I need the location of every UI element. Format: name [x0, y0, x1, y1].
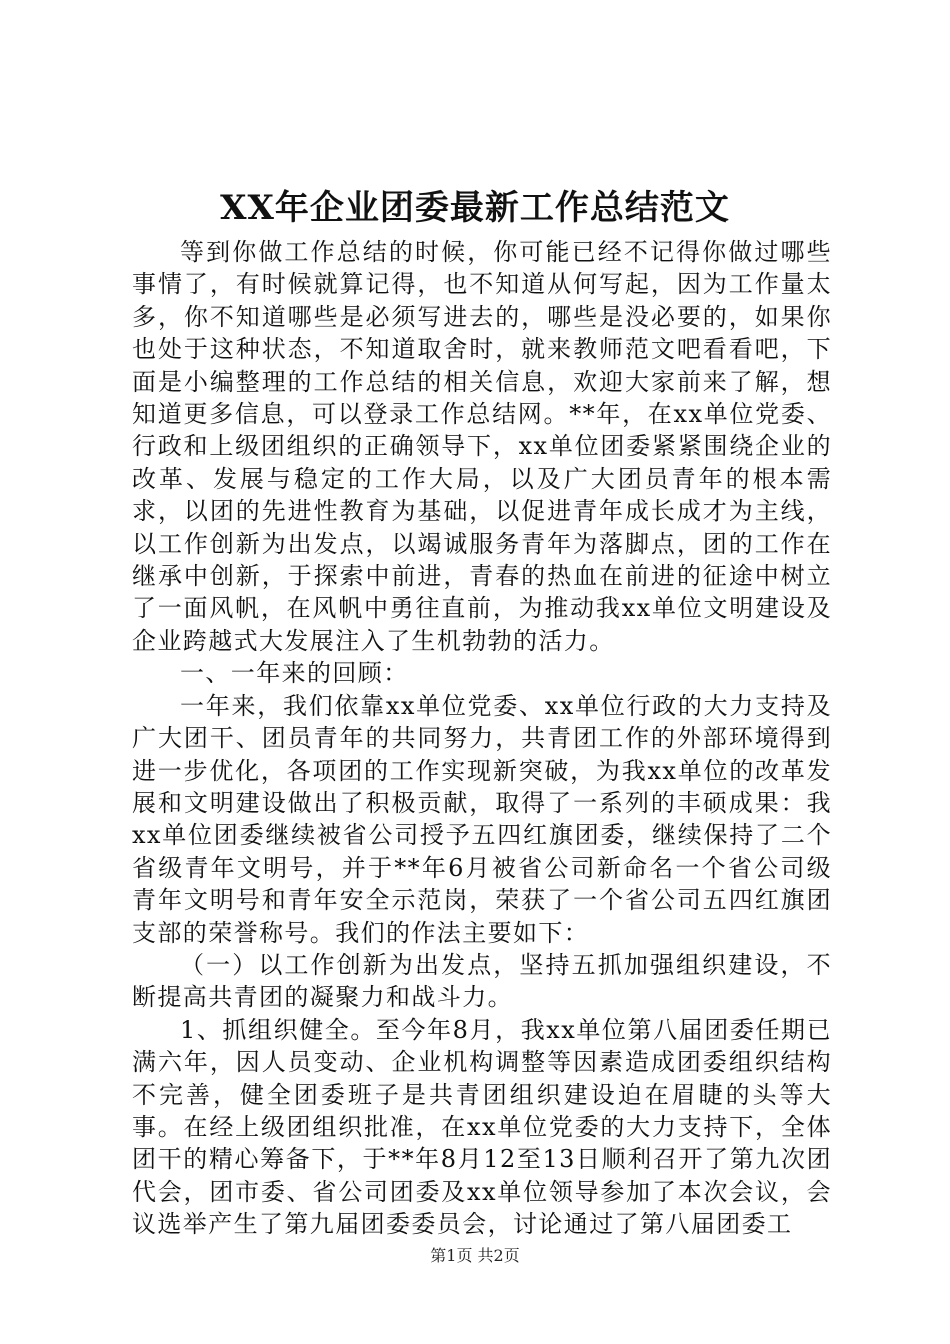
paragraph-intro: 等到你做工作总结的时候，你可能已经不记得你做过哪些事情了，有时候就算记得，也不知道从何写起，因为工作量太多，你不知道哪些是必须写进去的，哪些是没必要的，如果你也处于这种状态，不知道取舍时，就来教师范文吧看看吧，下面是小编整理的工作总结的相关信息，欢迎大家前来了解，想知道更多信息，可以登录工作总结网。**年，在xx单位党委、行政和上级团组织的正确领导下，xx单位团委紧紧围绕企业的改革、发展与稳定的工作大局，以及广大团员青年的根本需求，以团的先进性教育为基础，以促进青年成长成才为主线，以工作创新为出发点，以竭诚服务青年为落脚点，团的工作在继承中创新，于探索中前进，青春的热血在前进的征途中树立了一面风帆，在风帆中勇往直前，为推动我xx单位文明建设及企业跨越式大发展注入了生机勃勃的活力。 [132, 238, 832, 655]
subsection-heading-1: （一）以工作创新为出发点，坚持五抓加强组织建设，不断提高共青团的凝聚力和战斗力。 [132, 950, 832, 1012]
document-body [132, 236, 832, 1241]
page-number-footer: 第1页 共2页 [430, 1246, 520, 1265]
document-title: XX年企业团委最新工作总结范文 [220, 188, 730, 228]
section-heading-review: 一、一年来的回顾： [180, 659, 409, 688]
paragraph-achievements: 一年来，我们依靠xx单位党委、xx单位行政的大力支持及广大团干、团员青年的共同努力，共青团工作的外部环境得到进一步优化，各项团的工作实现新突破，为我xx单位的改革发展和文明建设做出了积极贡献，取得了一系列的丰硕成果：我xx单位团委继续被省公司授予五四红旗团委，继续保持了二个省级青年文明号，并于**年6月被省公司新命名一个省公司级青年文明号和青年安全示范岗，荣获了一个省公司五四红旗团支部的荣誉称号。我们的作法主要如下： [132, 691, 832, 947]
paragraph-organization: 1、抓组织健全。至今年8月，我xx单位第八届团委任期已满六年，因人员变动、企业机构调整等因素造成团委组织结构不完善，健全团委班子是共青团组织建设迫在眉睫的头等大事。在经上级团组织批准，在xx单位党委的大力支持下，全体团干的精心筹备下，于**年8月12至13日顺利召开了第九次团代会，团市委、省公司团委及xx单位领导参加了本次会议，会议选举产生了第九届团委委员会，讨论通过了第八届团委工 [132, 1015, 832, 1239]
